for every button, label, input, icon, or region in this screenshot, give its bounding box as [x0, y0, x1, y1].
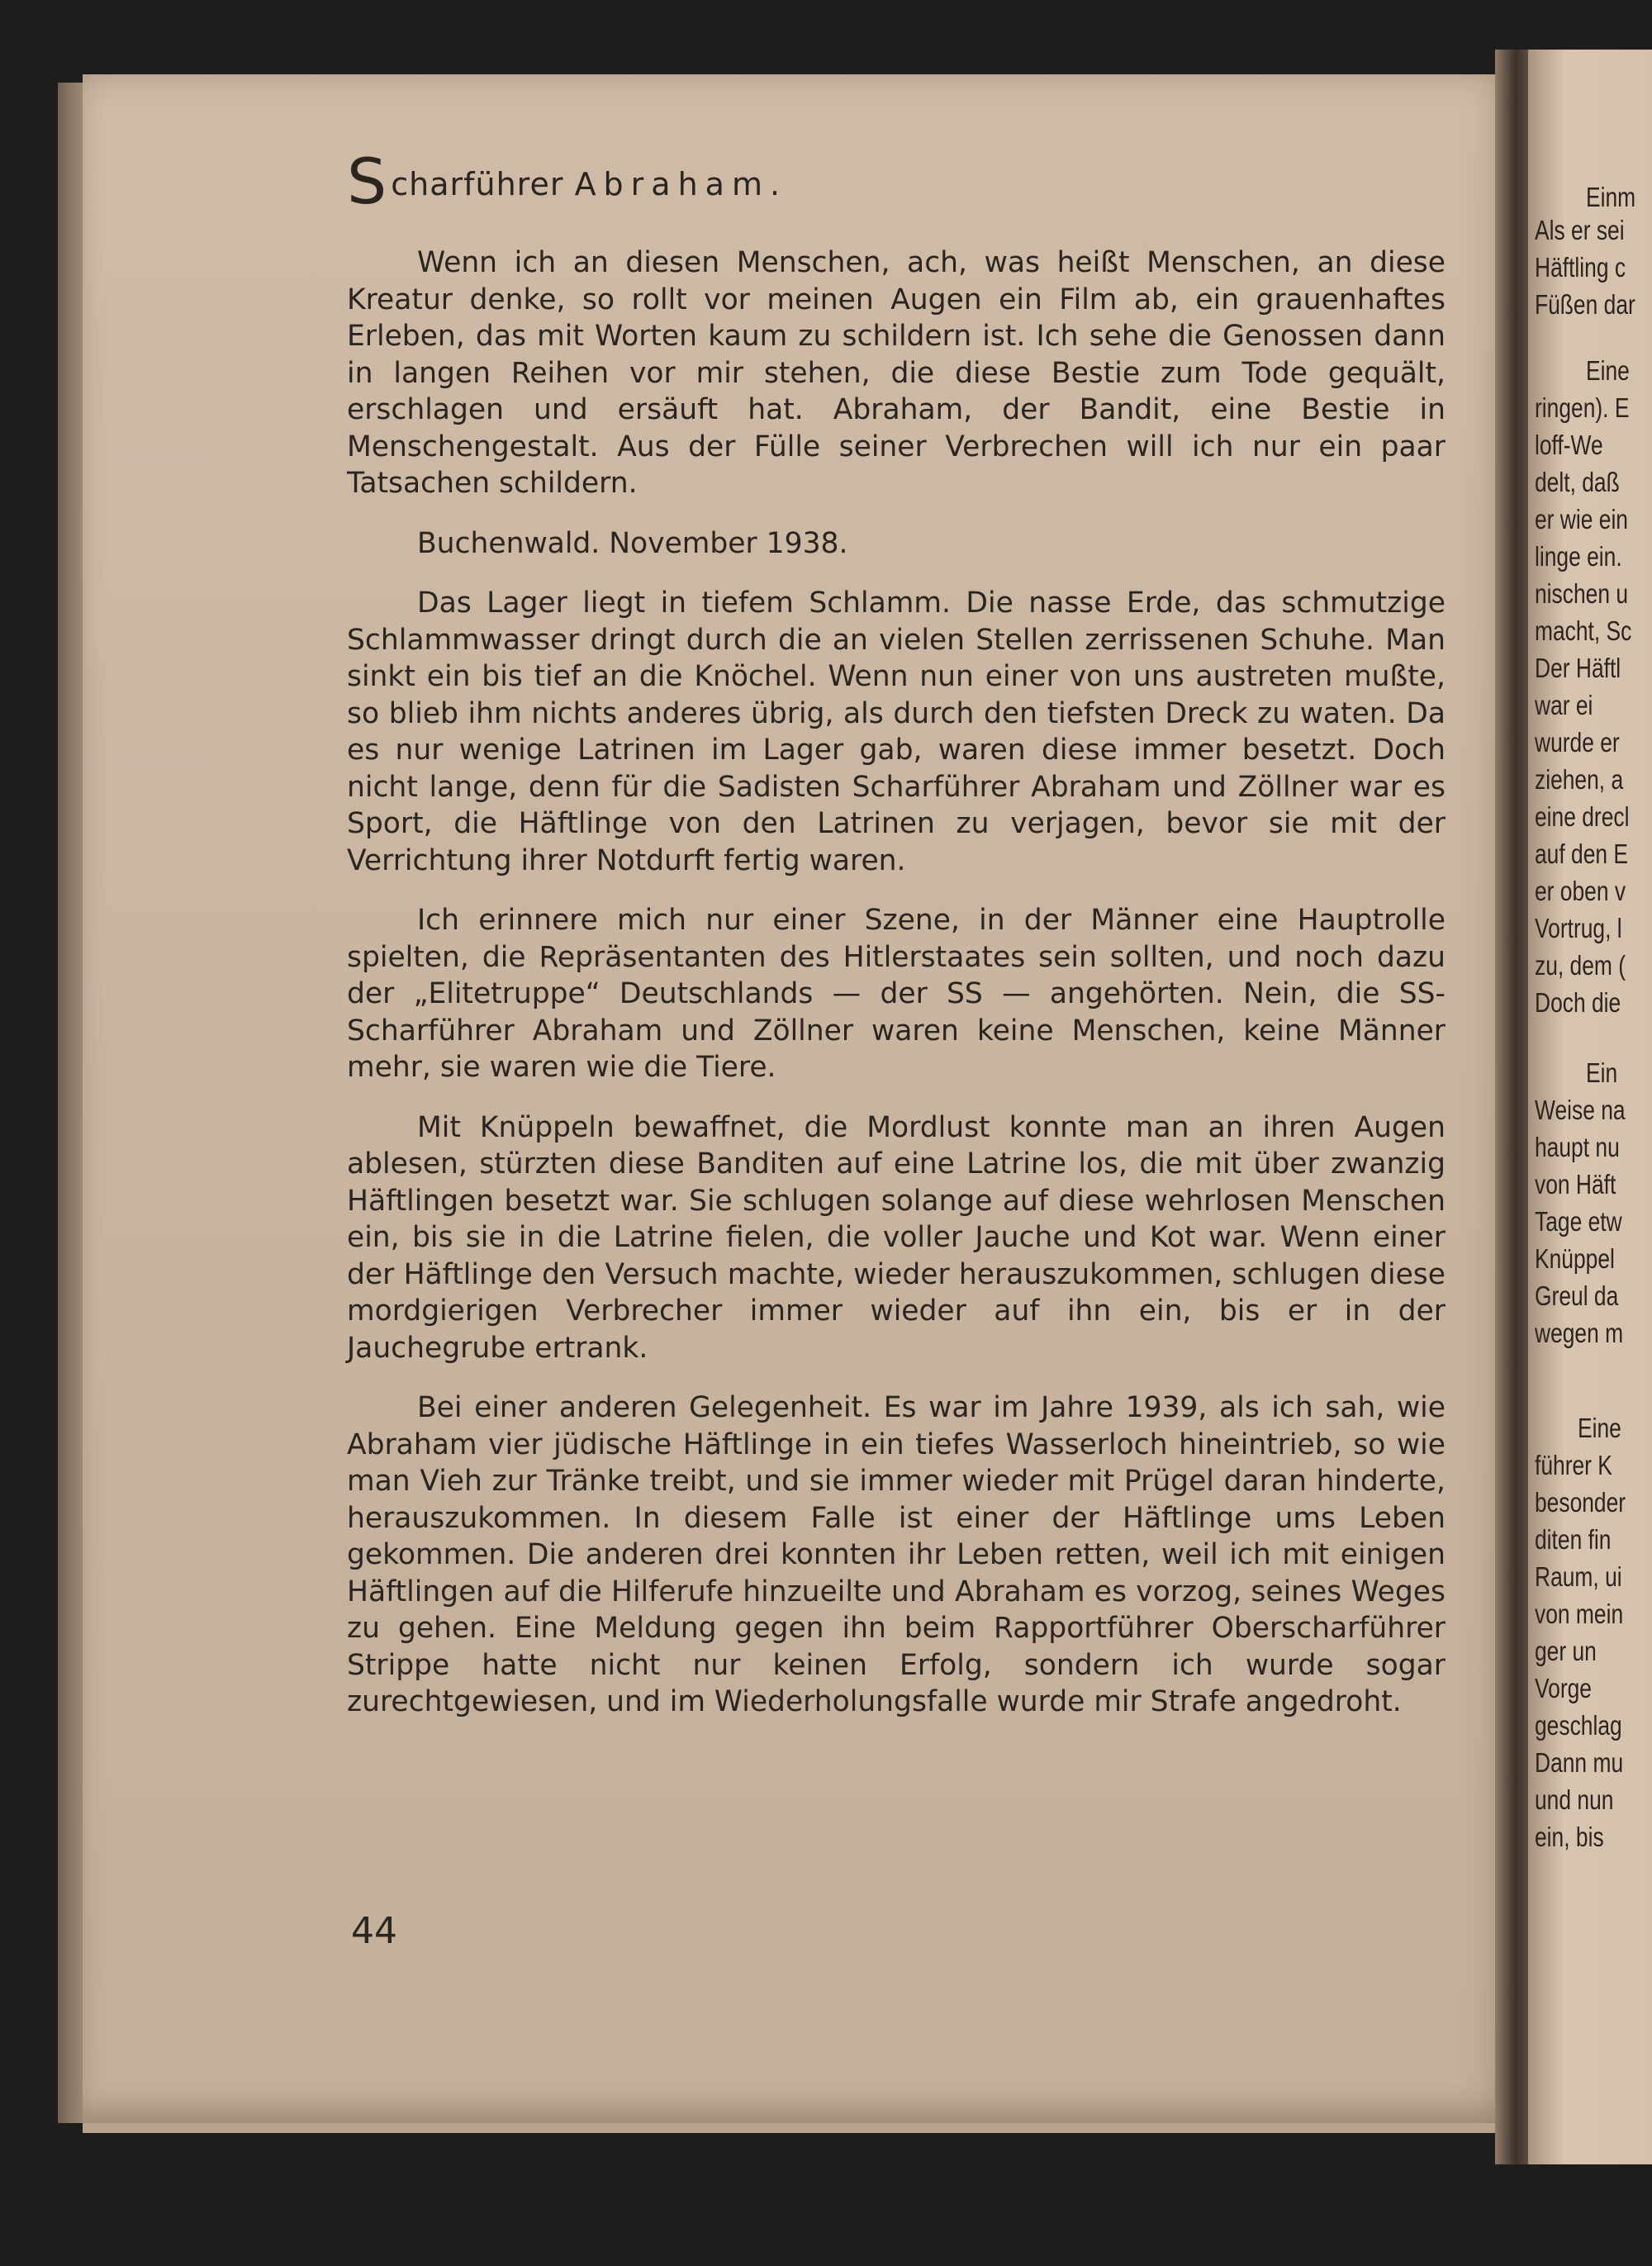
- facing-line: geschlag: [1535, 1710, 1622, 1741]
- facing-line: Weise na: [1535, 1095, 1626, 1125]
- paragraph: Ich erinnere mich nur einer Szene, in der Männer eine Hauptrolle spielten, die Repräsentanten des Hitlerstaates sein sollten, und noch dazu der „Elitetruppe“ Deutschlands — der SS — angehörten. Nein, die SS-Scharführer Abraham und Zöllner waren keine Menschen, keine Männer mehr, sie waren wie die Tiere.: [347, 904, 1446, 1084]
- chapter-heading: [347, 145, 1446, 218]
- facing-line: Vortrug, l: [1535, 913, 1622, 943]
- facing-line: eine drecl: [1535, 801, 1630, 832]
- facing-line: Als er sei: [1535, 215, 1625, 245]
- paragraph: Buchenwald. November 1938.: [417, 526, 848, 560]
- paragraph: Bei einer anderen Gelegenheit. Es war im Jahre 1939, als ich sah, wie Abraham vier jüdische Häftlinge in ein tiefes Wasserloch hineintrieb, so wie man Vieh zur Tränke treibt, und sie immer wieder mit Prügel daran hinderte, herauszukommen. In diesem Falle ist einer der Häftlinge ums Leben gekommen. Die anderen drei konnten ihr Leben retten, weil ich mit einigen Häftlingen auf die Hilferufe hinzueilte und Abraham es vorzog, seines Weges zu gehen. Eine Meldung gegen ihn beim Rapportführer Oberscharführer Strippe hatte nicht nur keinen Erfolg, sondern ich wurde sogar zurechtgewiesen, und im Wiederholungsfalle wurde mir Strafe angedroht.: [347, 1391, 1446, 1718]
- facing-line: Eine: [1578, 1413, 1621, 1443]
- facing-line: Einm: [1586, 182, 1636, 212]
- facing-line: besonder: [1535, 1487, 1626, 1518]
- facing-line: zu, dem (: [1535, 950, 1626, 981]
- facing-line: und nun: [1535, 1784, 1614, 1815]
- page-text: [347, 145, 1446, 1744]
- heading-name: Abraham.: [574, 166, 788, 202]
- paragraph: Wenn ich an diesen Menschen, ach, was heißt Menschen, an diese Kreatur denke, so rollt vor meinen Augen ein Film ab, ein grauenhaftes Erleben, das mit Worten kaum zu schildern ist. Ich sehe die Genossen dann in langen Reihen vor mir stehen, die diese Bestie zum Tode gequält, erschlagen und ersäuft hat. Abraham, der Bandit, eine Bestie in Menschengestalt. Aus der Fülle seiner Verbrechen will ich nur ein paar Tatsachen schildern.: [347, 246, 1446, 500]
- facing-line: linge ein.: [1535, 541, 1622, 572]
- facing-line: von Häft: [1535, 1169, 1616, 1200]
- facing-line: ein, bis: [1535, 1822, 1604, 1852]
- heading-text: charführer: [391, 166, 575, 202]
- facing-line: auf den E: [1535, 838, 1629, 869]
- facing-line: Raum, ui: [1535, 1561, 1622, 1592]
- facing-line: diten fin: [1535, 1524, 1612, 1555]
- facing-line: war ei: [1535, 690, 1593, 720]
- facing-line: delt, daß: [1535, 467, 1620, 497]
- facing-line: Knüppel: [1535, 1243, 1615, 1274]
- facing-line: Tage etw: [1535, 1206, 1622, 1237]
- facing-line: führer K: [1535, 1450, 1612, 1480]
- facing-line: von mein: [1535, 1599, 1624, 1629]
- facing-line: Häftling c: [1535, 252, 1626, 283]
- paragraph: Das Lager liegt in tiefem Schlamm. Die nasse Erde, das schmutzige Schlammwasser dringt durch die an vielen Stellen zerrissenen Schuhe. Man sinkt ein bis tief an die Knöchel. Wenn nun einer von uns austreten mußte, so blieb ihm nichts anderes übrig, als durch den tiefsten Dreck zu waten. Da es nur wenige Latrinen im Lager gab, waren diese immer besetzt. Doch nicht lange, denn für die Sadisten Scharführer Abraham und Zöllner war es Sport, die Häftlinge von den Latrinen zu verjagen, bevor sie mit der Verrichtung ihrer Notdurft fertig waren.: [347, 587, 1446, 877]
- facing-page: [1528, 50, 1652, 2164]
- heading-dropcap: S: [347, 145, 388, 218]
- facing-line: wurde er: [1535, 727, 1620, 758]
- facing-line: loff-We: [1535, 430, 1603, 460]
- facing-line: Doch die: [1535, 987, 1621, 1018]
- facing-line: Dann mu: [1535, 1747, 1624, 1778]
- facing-line: er oben v: [1535, 876, 1626, 906]
- page-number: 44: [351, 1910, 397, 1952]
- facing-line: Der Häftl: [1535, 653, 1621, 683]
- facing-line: macht, Sc: [1535, 615, 1632, 646]
- facing-line: ger un: [1535, 1636, 1597, 1666]
- facing-line: Füßen dar: [1535, 289, 1635, 320]
- facing-line: Eine: [1586, 355, 1630, 386]
- facing-line: er wie ein: [1535, 504, 1628, 534]
- facing-line: wegen m: [1535, 1318, 1624, 1348]
- paragraph: Mit Knüppeln bewaffnet, die Mordlust konnte man an ihren Augen ablesen, stürzten diese Banditen auf eine Latrine los, die mit über zwanzig Häftlingen besetzt war. Sie schlugen solange auf diese wehrlosen Menschen ein, bis sie in die Latrine fielen, die voller Jauche und Kot war. Wenn einer der Häftlinge den Versuch machte, wieder herauszukommen, schlugen diese mordgierigen Verbrecher immer wieder auf ihn ein, bis er in der Jauchegrube ertrank.: [347, 1110, 1446, 1365]
- facing-line: Vorge: [1535, 1673, 1592, 1703]
- facing-line: Ein: [1586, 1057, 1618, 1088]
- facing-line: nischen u: [1535, 578, 1629, 609]
- facing-line: haupt nu: [1535, 1132, 1620, 1162]
- facing-line: ringen). E: [1535, 392, 1630, 423]
- facing-line: ziehen, a: [1535, 764, 1624, 795]
- facing-line: Greul da: [1535, 1280, 1619, 1311]
